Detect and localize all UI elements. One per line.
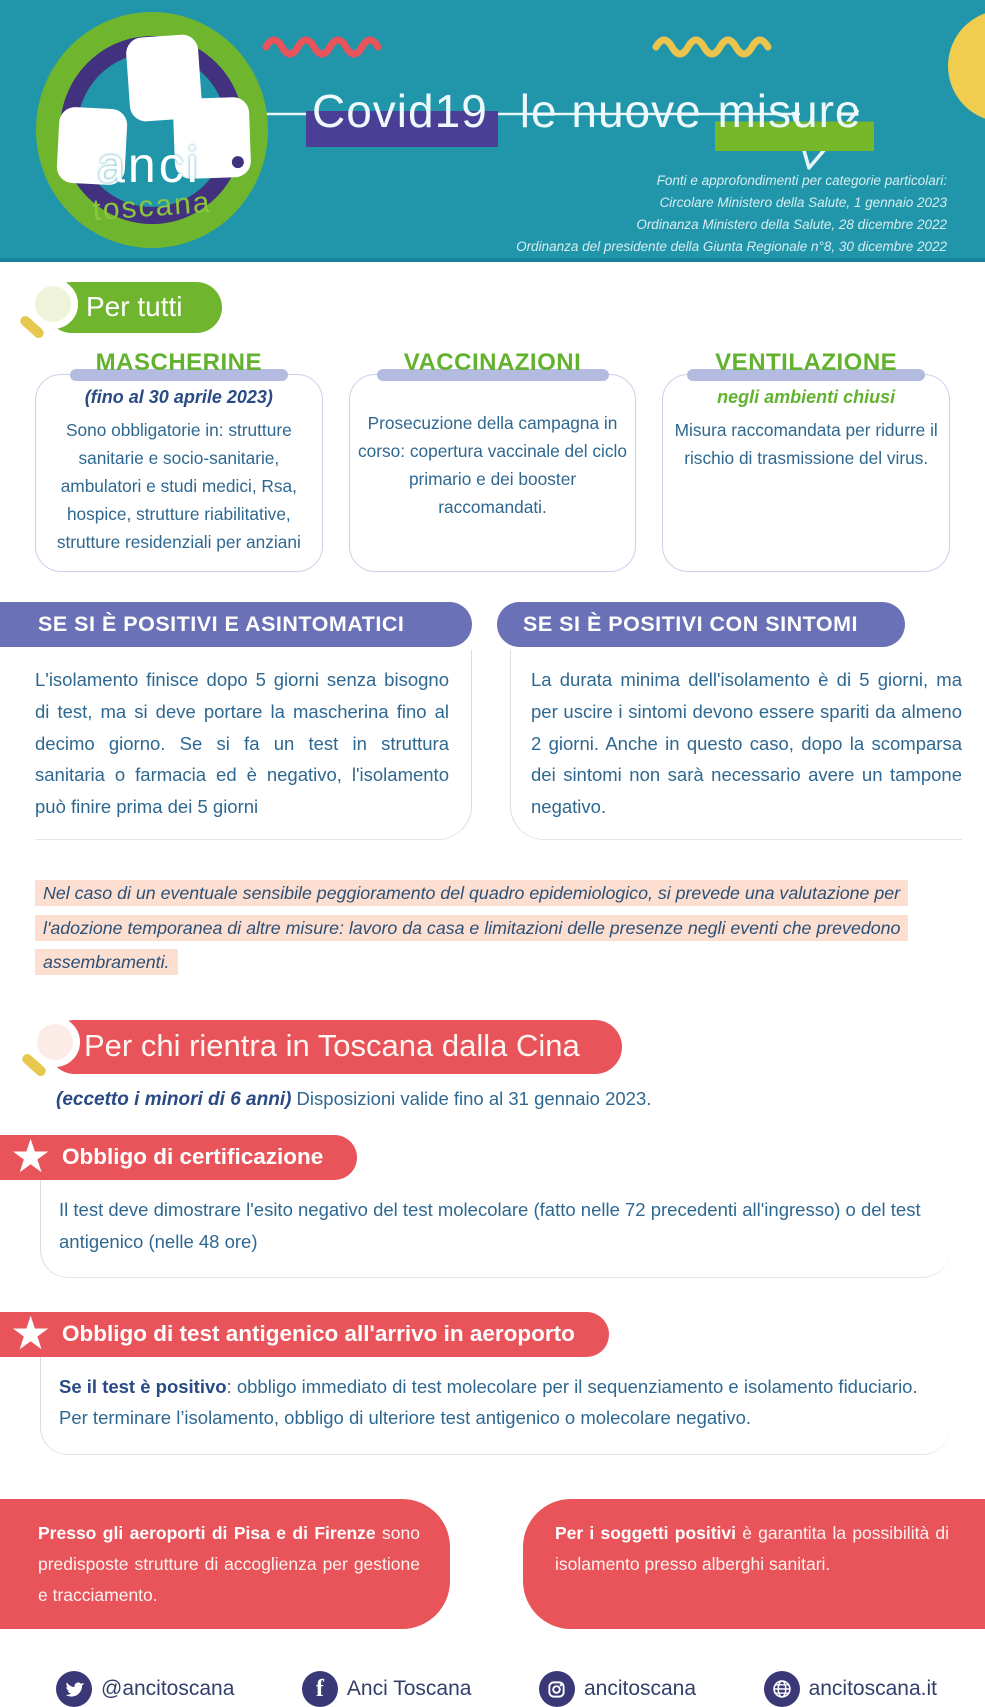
logo-text-toscana: toscana xyxy=(91,185,213,228)
certificazione-body: Il test deve dimostrare l'esito negativo del test molecolare (fatto nelle 72 precedenti all'ingresso) o del test antigenico (nelle 48 ore) xyxy=(40,1180,950,1278)
column-ventilazione xyxy=(662,349,950,572)
test-antigenico-body xyxy=(40,1357,950,1455)
cina-title: Per chi rientra in Toscana dalla Cina xyxy=(84,1028,580,1064)
source-line: Ordinanza Ministero della Salute, 28 dicembre 2022 xyxy=(636,216,947,232)
card-subheading: (fino al 30 aprile 2023) xyxy=(84,387,273,407)
footer-social-bar xyxy=(56,1671,937,1707)
magnifier-icon xyxy=(30,1017,80,1067)
card-body: Misura raccomandata per ridurre il rischio di trasmissione del virus. xyxy=(674,420,938,469)
source-line: Fonti e approfondimenti per categorie particolari: xyxy=(656,173,947,188)
positivi-section xyxy=(0,602,985,840)
per-tutti-section-header xyxy=(46,282,985,333)
cina-section-header xyxy=(48,1020,985,1074)
sources-list xyxy=(516,170,947,257)
footer-instagram[interactable] xyxy=(539,1671,696,1707)
test-antigenico-pill xyxy=(0,1306,609,1359)
column-heading: MASCHERINE xyxy=(95,349,262,376)
title-le-nuove: le nuove xyxy=(519,85,702,137)
positivi-asintomatici-header: SE SI È POSITIVI E ASINTOMATICI xyxy=(0,602,472,647)
footer-facebook-label[interactable]: Anci Toscana xyxy=(346,1677,472,1701)
test-antigenico-section xyxy=(0,1306,985,1455)
yellow-circle-decoration xyxy=(948,10,985,122)
title-covid19: Covid19 xyxy=(306,85,498,147)
per-tutti-pill xyxy=(46,282,222,333)
magnifier-icon xyxy=(28,279,78,329)
certificazione-title: Obbligo di certificazione xyxy=(62,1144,324,1170)
card-rest: sono predisposte strutture di accoglienza per gestione e tracciamento. xyxy=(38,1522,420,1606)
star-icon: ★ xyxy=(10,1306,52,1359)
footer-website-label[interactable]: ancitoscana.it xyxy=(808,1677,937,1701)
column-vaccinazioni xyxy=(349,349,637,572)
measure-card xyxy=(349,374,637,572)
star-icon: ★ xyxy=(10,1129,52,1182)
measure-card xyxy=(35,374,323,572)
source-line: Circolare Ministero della Salute, 1 gennaio 2023 xyxy=(659,194,947,210)
body-rest: : obbligo immediato di test molecolare per il sequenziamento e isolamento fiduciario. Per terminare l’isolamento, obbligo di ulteriore test antigenico o molecolare negativo. xyxy=(59,1376,918,1429)
certificazione-section xyxy=(0,1129,985,1278)
footer-facebook[interactable] xyxy=(302,1671,472,1707)
measures-columns xyxy=(35,349,950,572)
footer-instagram-label[interactable]: ancitoscana xyxy=(583,1677,697,1701)
positivi-sintomi-body: La durata minima dell'isolamento è di 5 giorni, ma per uscire i sintomi devono essere spariti da almeno 2 giorni. Anche in questo caso, dopo la scomparsa dei sintomi non sarà necessario avere un tampone negativo. xyxy=(510,650,962,840)
card-subheading: negli ambienti chiusi xyxy=(717,387,896,407)
column-heading: VACCINAZIONI xyxy=(403,349,582,376)
exception-line xyxy=(56,1088,985,1111)
test-antigenico-title: Obbligo di test antigenico all'arrivo in aeroporto xyxy=(62,1321,575,1347)
card-bold: Per i soggetti positivi xyxy=(555,1522,737,1543)
instagram-icon[interactable] xyxy=(539,1671,575,1707)
exception-bold: (eccetto i minori di 6 anni) xyxy=(56,1089,292,1111)
exception-rest: Disposizioni valide fino al 31 gennaio 2023. xyxy=(291,1088,652,1110)
footer-twitter[interactable] xyxy=(56,1671,234,1707)
card-body: Sono obbligatorie in: strutture sanitarie e socio-sanitarie, ambulatori e studi medici, Rsa, hospice, strutture riabilitative, strutture residenziali per anziani xyxy=(56,420,301,553)
anci-toscana-logo xyxy=(36,12,268,248)
card-rest: è garantita la possibilità di isolamento presso alberghi sanitari. xyxy=(555,1522,950,1575)
source-line: Ordinanza del presidente della Giunta Regionale n°8, 30 dicembre 2022 xyxy=(516,238,947,254)
measure-card xyxy=(662,374,950,572)
notice-text: Nel caso di un eventuale sensibile peggioramento del quadro epidemiologico, si prevede una valutazione per l'adozione temporanea di altre misure: lavoro da casa e limitazioni delle presenze negli eventi che prevedono assembramenti. xyxy=(35,880,908,975)
positivi-asintomatici-body: L'isolamento finisce dopo 5 giorni senza bisogno di test, ma si deve portare la mascherina fino al decimo giorno. Se si fa un test in struttura sanitaria o farmacia ed è negativo, l'isolamento può finire prima dei 5 giorni xyxy=(35,650,472,840)
per-tutti-label: Per tutti xyxy=(86,291,183,322)
yellow-squiggle-icon xyxy=(656,40,768,54)
airport-cards xyxy=(0,1499,985,1629)
globe-icon[interactable] xyxy=(764,1671,800,1707)
aeroporti-card xyxy=(0,1499,450,1629)
footer-website[interactable] xyxy=(764,1671,937,1707)
column-heading: VENTILAZIONE xyxy=(715,349,898,376)
footer-twitter-label[interactable]: @ancitoscana xyxy=(101,1677,235,1701)
header xyxy=(0,0,985,262)
title-misure: misure xyxy=(715,85,873,151)
card-bold: Presso gli aeroporti di Pisa e di Firenze xyxy=(38,1522,376,1543)
column-mascherine xyxy=(35,349,323,572)
card-body: Prosecuzione della campagna in corso: copertura vaccinale del ciclo primario e dei booster raccomandati. xyxy=(358,413,627,518)
positivi-sintomi-header: SE SI È POSITIVI CON SINTOMI xyxy=(497,602,905,647)
soggetti-positivi-card xyxy=(523,1499,985,1629)
body-bold: Se il test è positivo xyxy=(59,1376,227,1398)
twitter-icon[interactable] xyxy=(56,1671,92,1707)
certificazione-pill xyxy=(0,1129,357,1182)
page-title xyxy=(306,84,874,138)
facebook-icon[interactable]: f xyxy=(302,1671,338,1707)
epidemiological-notice xyxy=(35,876,950,980)
red-squiggle-icon xyxy=(266,40,378,54)
logo-text-anci: anci xyxy=(97,137,201,193)
cina-pill xyxy=(48,1020,622,1074)
